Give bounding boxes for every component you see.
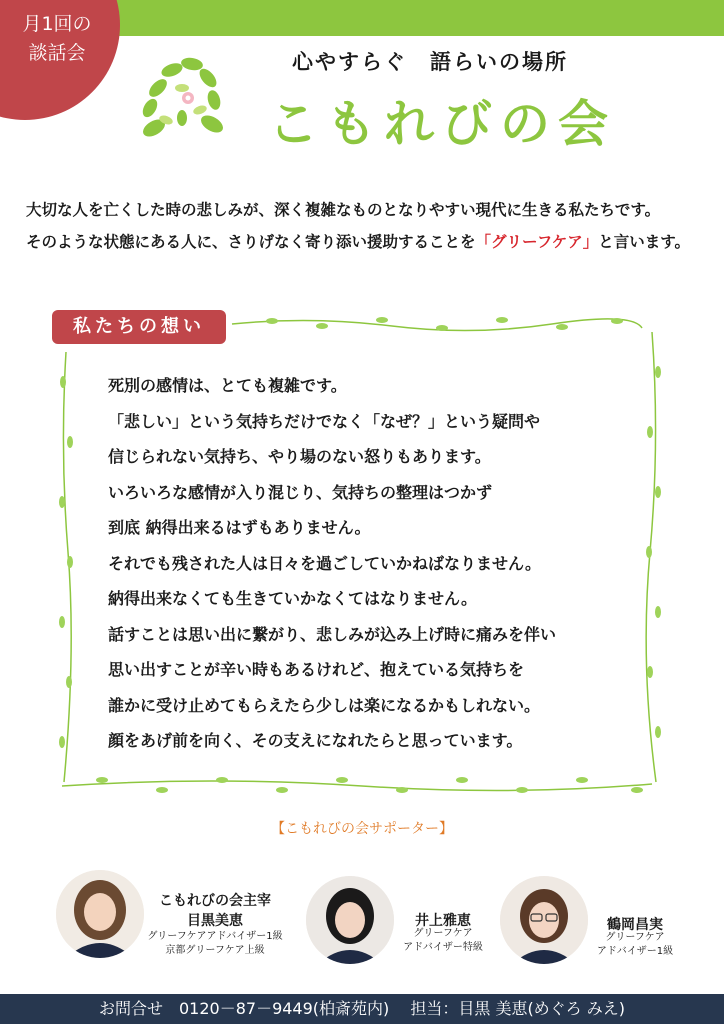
person-3-name: 鶴岡昌実 <box>607 917 663 933</box>
person-photo-icon <box>56 870 144 958</box>
message-line: 納得出来なくても生きていかなくてはなりません。 <box>108 589 477 608</box>
message-line: 話すことは思い出に繋がり、悲しみが込み上げ時に痛みを伴い <box>108 624 557 644</box>
person-1-title: こもれびの会主宰 <box>159 893 271 909</box>
section-label: 私たちの想い <box>52 310 226 344</box>
grief-care-emphasis: 「グリーフケア」 <box>475 232 599 251</box>
message-line: 信じられない気持ち、やり場のない怒りもあります。 <box>108 447 491 466</box>
avatar <box>56 870 144 958</box>
tagline: 心やすらぐ 語らいの場所 <box>292 49 568 74</box>
message-line: いろいろな感情が入り混じり、気持ちの整理はつかず <box>108 482 493 502</box>
person-2-role-2: アドバイザー特級 <box>403 942 483 953</box>
intro-line-2 <box>26 226 690 258</box>
intro-line-1: 大切な人を亡くした時の悲しみが、深く複雑なものとなりやすい現代に生きる私たちです。 <box>26 200 661 219</box>
person-2-role <box>392 927 494 955</box>
person-1-role-2: 京都グリーフケア上級 <box>165 945 265 956</box>
person-2-role-1: グリーフケア <box>413 928 473 939</box>
message-line: 思い出すことが辛い時もあるけれど、抱えている気持ちを <box>108 660 525 679</box>
person-photo-icon <box>306 876 394 964</box>
person-1-name: 目黒美恵 <box>187 913 243 929</box>
contact-footer: お問合せ 0120－87－9449(柏斎苑内) 担当：目黒 美恵(めぐろ みえ) <box>0 994 724 1024</box>
person-3-role <box>586 931 684 959</box>
message-line: それでも残された人は日々を過ごしていかねばなりません。 <box>108 553 541 573</box>
top-green-bar <box>110 0 724 36</box>
person-1-role-1: グリーフケアアドバイザー1級 <box>147 931 283 942</box>
message-line: 「悲しい」という気持ちだけでなく「なぜ？」という疑問や <box>108 411 541 431</box>
badge-line2: 談話会 <box>28 42 86 64</box>
person-3-role-1: グリーフケア <box>605 932 665 943</box>
intro-line-2-start: そのような状態にある人に、さりげなく寄り添い援助することを <box>26 232 476 251</box>
intro-line-2-end: と言います。 <box>598 232 691 251</box>
message-line: 顔をあげ前を向く、その支えになれたらと思っています。 <box>108 731 523 750</box>
avatar <box>306 876 394 964</box>
badge-text <box>12 10 102 68</box>
message-line: 死別の感情は、とても複雑です。 <box>108 376 347 395</box>
person-1-role <box>134 930 296 958</box>
leaf-logo-icon <box>132 48 232 142</box>
person-photo-icon <box>500 876 588 964</box>
person-2-name: 井上雅恵 <box>415 913 471 929</box>
message-body <box>108 368 556 759</box>
badge-line1: 月1回の <box>22 13 92 35</box>
page-title: こもれびの会 <box>268 94 616 153</box>
intro-text <box>26 194 690 258</box>
person-3-role-2: アドバイザー1級 <box>596 946 674 957</box>
message-line: 到底 納得出来るはずもありません。 <box>108 518 371 537</box>
supporters-heading: 【こもれびの会サポーター】 <box>271 821 453 837</box>
message-line: 誰かに受け止めてもらえたら少しは楽になるかもしれない。 <box>108 695 541 715</box>
avatar <box>500 876 588 964</box>
